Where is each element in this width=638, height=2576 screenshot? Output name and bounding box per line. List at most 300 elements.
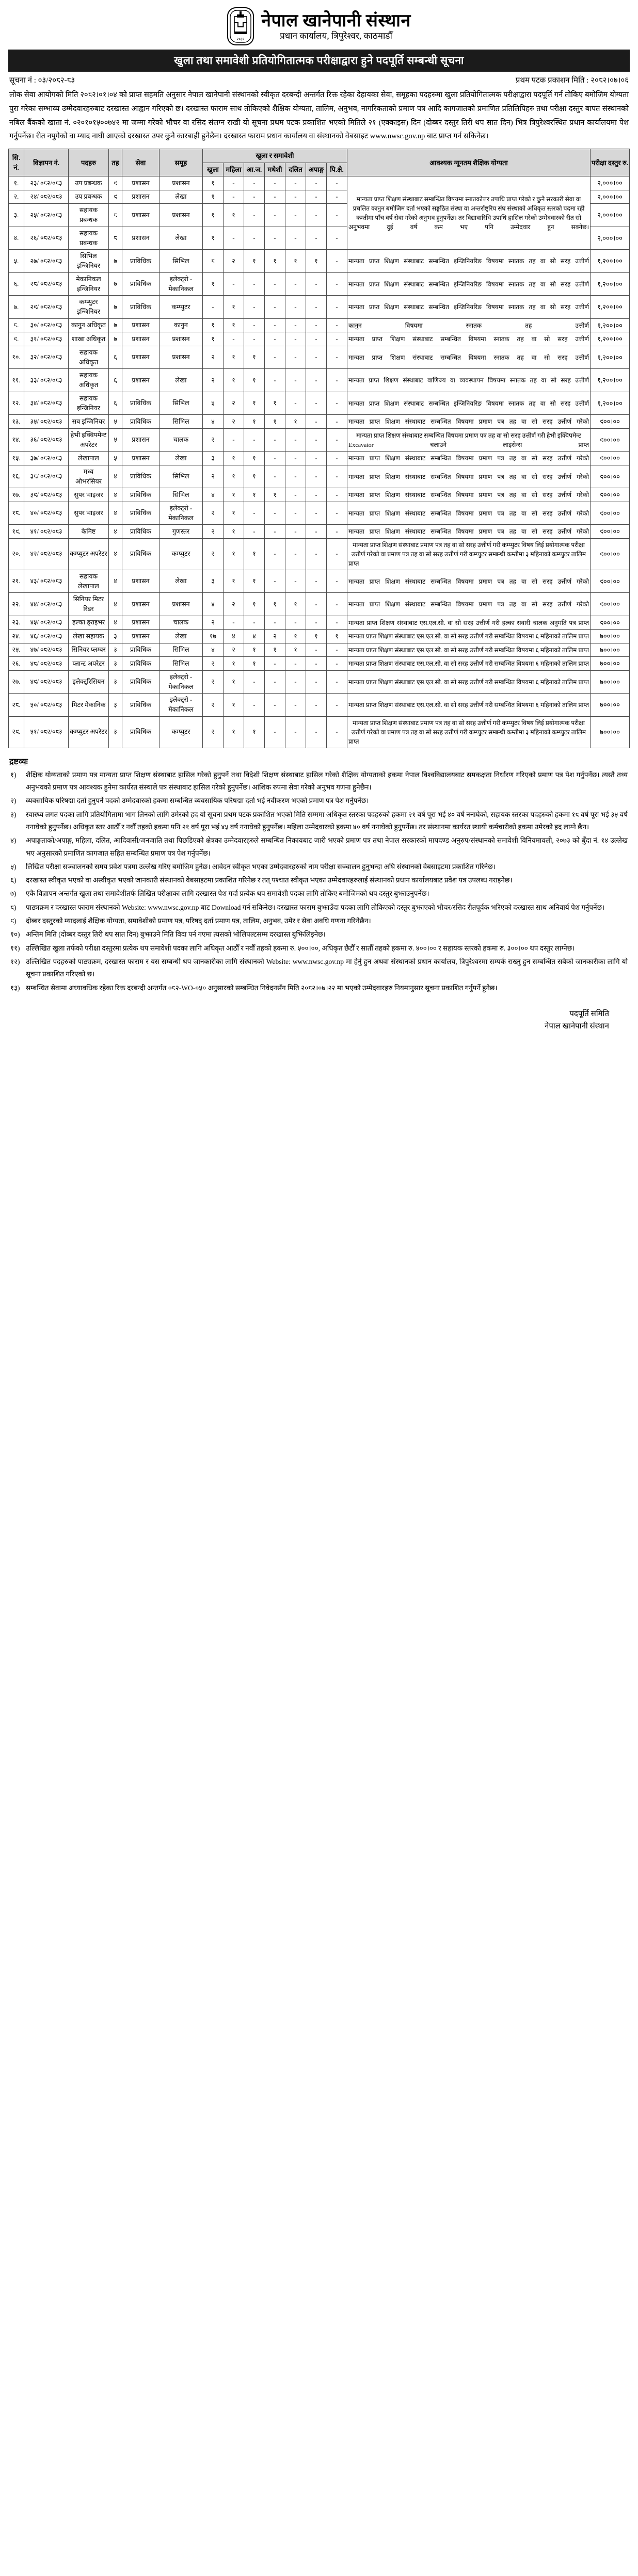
cell-pichhe: - [327, 716, 347, 748]
cell-qualification: मान्यता प्राप्त शिक्षण संस्थाबाट एस.एल.सी. वा सो सरह उत्तीर्ण गरी सम्बन्धित विषयमा ६ महिनाको तालिम प्राप्त [347, 630, 591, 643]
th-apanga: अपाङ्ग [306, 163, 327, 176]
cell-female: १ [224, 716, 244, 748]
cell-qualification: मान्यता प्राप्त शिक्षण संस्थाबाट सम्बन्धित विषयमा स्नातक तह वा सो सरह उत्तीर्ण [347, 332, 591, 346]
table-row [9, 643, 630, 657]
cell-qualification: मान्यता प्राप्त शिक्षण संस्थाबाट सम्बन्धित विषयमा प्रमाण पत्र तह वा सो सरह उत्तीर्ण गरेको [347, 570, 591, 593]
note-number: ५) [10, 862, 17, 871]
cell-madhesi: - [265, 452, 285, 465]
cell-female: २ [224, 593, 244, 616]
cell-ad-no: ३२/ ०८२/०८३ [24, 346, 69, 369]
cell-aaja: - [244, 204, 265, 227]
table-row [9, 657, 630, 671]
cell-post: सहायक इन्जिनियर [69, 392, 109, 415]
cell-madhesi: - [265, 657, 285, 671]
cell-apanga: - [306, 392, 327, 415]
cell-fee: ९००।०० [591, 452, 630, 465]
cell-serial: २७. [9, 670, 24, 694]
cell-group: प्रशासन [160, 332, 203, 346]
cell-pichhe: - [327, 570, 347, 593]
note-number: ८) [10, 903, 17, 911]
cell-pichhe: - [327, 657, 347, 671]
cell-pichhe: - [327, 452, 347, 465]
cell-qualification: मान्यता प्राप्त शिक्षण संस्थाबाट सम्बन्धित इन्जिनियरिङ विषयमा स्नातक तह वा सो सरह उत्तीर्ण [347, 272, 591, 296]
cell-ad-no: ३४/ ०८२/०८३ [24, 392, 69, 415]
cell-madhesi: - [265, 204, 285, 227]
cell-post: हल्का ड्राइभर [69, 616, 109, 630]
cell-group: प्रशासन [160, 593, 203, 616]
table-row [9, 630, 630, 643]
cell-dalit: - [285, 272, 306, 296]
table-row [9, 392, 630, 415]
cell-female: २ [224, 250, 244, 273]
cell-open: २ [203, 465, 224, 488]
cell-pichhe: - [327, 643, 347, 657]
cell-fee: ७००।०० [591, 643, 630, 657]
cell-apanga: - [306, 502, 327, 525]
cell-apanga: - [306, 227, 327, 250]
th-madhesi: मधेशी [265, 163, 285, 176]
cell-service: प्राविधिक [122, 502, 160, 525]
cell-serial: २२. [9, 593, 24, 616]
cell-post: लेखापाल [69, 452, 109, 465]
notice-number [9, 75, 75, 85]
cell-ad-no: ३६/ ०८२/०८३ [24, 428, 69, 452]
cell-pichhe: - [327, 670, 347, 694]
cell-dalit: - [285, 428, 306, 452]
cell-dalit: - [285, 190, 306, 204]
cell-madhesi: - [265, 332, 285, 346]
cell-dalit: - [285, 465, 306, 488]
cell-level: ४ [109, 488, 122, 502]
cell-open: १ [203, 204, 224, 227]
cell-apanga: - [306, 593, 327, 616]
cell-dalit: - [285, 525, 306, 539]
cell-serial: ३. [9, 204, 24, 227]
cell-level: ३ [109, 670, 122, 694]
th-qualification: आवश्यक न्यूनतम शैक्षिक योग्यता [347, 149, 591, 176]
cell-level: ३ [109, 657, 122, 671]
cell-female: १ [224, 525, 244, 539]
cell-level: ४ [109, 616, 122, 630]
cell-aaja: १ [244, 657, 265, 671]
cell-group: लेखा [160, 227, 203, 250]
cell-madhesi: - [265, 570, 285, 593]
note-item [10, 982, 628, 994]
cell-pichhe: - [327, 415, 347, 429]
cell-ad-no: ५१/ ०८२/०८३ [24, 716, 69, 748]
cell-serial: २५. [9, 643, 24, 657]
cell-ad-no: ४१/ ०८२/०८३ [24, 525, 69, 539]
cell-pichhe: - [327, 694, 347, 717]
note-item [10, 809, 628, 834]
cell-pichhe: १ [327, 630, 347, 643]
th-pichhe: पि.क्षे. [327, 163, 347, 176]
cell-dalit: - [285, 502, 306, 525]
cell-dalit: - [285, 670, 306, 694]
table-row [9, 452, 630, 465]
cell-apanga: - [306, 346, 327, 369]
cell-group: सिभिल [160, 392, 203, 415]
cell-post: कम्प्युटर अपरेटर [69, 716, 109, 748]
cell-service: प्रशासन [122, 332, 160, 346]
cell-post: शाखा अधिकृत [69, 332, 109, 346]
vacancy-table-body [9, 176, 630, 748]
cell-pichhe: - [327, 616, 347, 630]
notice-number-value: ०३/२०८२-८३ [38, 76, 75, 85]
cell-aaja: १ [244, 415, 265, 429]
publication-date-label: प्रथम पटक प्रकाशन मिति : [515, 76, 589, 85]
note-text: सम्बन्धित सेवामा अध्यावधिक रहेका रिक्त दरबन्दी अन्तर्गत ०८२-WO-०५० अनुसारको सम्बन्धित निवेदनसँग मिति २०८२।०७।२२ मा भएको उम्मेदवारहरु नियमानुसार सूचना प्रकाशित गर्नुपर्ने हुनेछ। [26, 984, 498, 992]
cell-dalit: - [285, 488, 306, 502]
cell-female: १ [224, 670, 244, 694]
cell-serial: २६. [9, 657, 24, 671]
cell-ad-no: ३९/ ०८२/०८३ [24, 488, 69, 502]
cell-open: २ [203, 716, 224, 748]
cell-madhesi: - [265, 272, 285, 296]
cell-dalit: - [285, 452, 306, 465]
intro-paragraph: लोक सेवा आयोगको मिति २०८२।०१।०४ को प्राप्त सहमति अनुसार नेपाल खानेपानी संस्थानको स्वीकृत दरबन्दी अन्तर्गत रिक्त रहेका देहायका सेवा, समूहका पदहरुमा खुला प्रतियोगितात्मक परीक्षाद्वारा पदपूर्ति गर्न तोकिए बमोजिम योग्यता पुरा गरेका सम्भाव्य उम्मेदवारहरुबाट दरखास्त आह्वान गरिएको छ। दरखास्त फाराम साथ तोकिएको शैक्षिक योग्यता, तालिम, अनुभव, नागरिकताको प्रमाण पत्र आदि कागजातको प्रमाणित प्रतिलिपिहरु तथा परीक्षा दस्तुर बापत संस्थानको नबिल बैंकको खाता नं. ०२०१०१५००७४२ मा जम्मा गरेको भौचर वा रसिद संलग्न राखी यो सूचना प्रथम पटक प्रकाशित भएको मितिले २१ (एक्काइस) दिन (दोब्बर दस्तुर तिरी थप सात दिन) भित्र त्रिपुरेश्वरस्थित प्रधान कार्यालयमा पेश गर्नुपर्नेछ। रीत नपुगेको वा म्याद नाघी आएको दरखास्त उपर कुनै कारबाही हुनेछैन। दरखास्त फाराम प्रधान कार्यालय वा संस्थानको वेबसाइट www.nwsc.gov.np बाट प्राप्त गर्न सकिनेछ। [9, 91, 629, 141]
cell-pichhe: - [327, 332, 347, 346]
cell-fee: १,२००।०० [591, 318, 630, 332]
cell-post: सहायक प्रबन्धक [69, 204, 109, 227]
cell-dalit: - [285, 332, 306, 346]
cell-group: सिभिल [160, 657, 203, 671]
cell-post: सिनियर प्लम्बर [69, 643, 109, 657]
cell-aaja: १ [244, 593, 265, 616]
cell-fee: ७००।०० [591, 670, 630, 694]
cell-level: ६ [109, 392, 122, 415]
cell-apanga: - [306, 369, 327, 392]
note-item [10, 915, 628, 927]
cell-serial: ४. [9, 227, 24, 250]
cell-female: ४ [224, 630, 244, 643]
cell-aaja: - [244, 227, 265, 250]
cell-madhesi: १ [265, 488, 285, 502]
cell-post: उप प्रबन्धक [69, 190, 109, 204]
cell-fee: ७००।०० [591, 694, 630, 717]
cell-qualification: मान्यता प्राप्त शिक्षण संस्थाबाट सम्बन्धित इन्जिनियरिङ विषयमा स्नातक तह वा सो सरह उत्तीर्ण [347, 250, 591, 273]
signature-organization: नेपाल खानेपानी संस्थान [545, 1022, 609, 1031]
cell-open: ४ [203, 593, 224, 616]
cell-serial: ६. [9, 272, 24, 296]
notice-banner-title: खुला तथा समावेशी प्रतियोगितात्मक परीक्षाद्वारा हुने पदपूर्ति सम्बन्धी सूचना [8, 50, 630, 72]
note-text: उल्लिखित खुला तर्फको परीक्षा दस्तुरमा प्रत्येक थप समावेशी पदका लागि अधिकृत आठौँ र नवौँ तहको हकमा रु. ५००।००, अधिकृत छैटौँ र सातौँ तहको हकमा रु. ४००।०० र सहायक स्तरको हकमा रु. ३००।०० थप दस्तुर लाग्नेछ। [26, 944, 575, 952]
cell-apanga: - [306, 525, 327, 539]
cell-group: लेखा [160, 452, 203, 465]
cell-pichhe: - [327, 488, 347, 502]
cell-ad-no: ३८/ ०८२/०८३ [24, 465, 69, 488]
cell-service: प्राविधिक [122, 296, 160, 319]
cell-level: ४ [109, 525, 122, 539]
cell-pichhe: - [327, 227, 347, 250]
cell-group: प्रशासन [160, 204, 203, 227]
note-number: १३) [10, 984, 20, 992]
table-row [9, 332, 630, 346]
cell-ad-no: २३/ ०८२/०८३ [24, 176, 69, 190]
cell-ad-no: ४७/ ०८२/०८३ [24, 643, 69, 657]
cell-service: प्रशासन [122, 630, 160, 643]
cell-apanga: - [306, 428, 327, 452]
cell-post: सिनियर मिटर रिडर [69, 593, 109, 616]
cell-ad-no: २४/ ०८२/०८३ [24, 190, 69, 204]
note-text: लिखित परीक्षा सञ्चालनको समय प्रवेश पत्रमा उल्लेख गरिए बमोजिम हुनेछ। आवेदन स्वीकृत भएका उम्मेदवारहरुको नाम परीक्षा सञ्चालन हुनुभन्दा अघि संस्थानको वेबसाइटमा प्रकाशित गरिनेछ। [26, 862, 496, 871]
cell-dalit: - [285, 616, 306, 630]
cell-fee: ९००।०० [591, 616, 630, 630]
cell-aaja: - [244, 332, 265, 346]
cell-pichhe: - [327, 593, 347, 616]
cell-open: ५ [203, 392, 224, 415]
cell-aaja: १ [244, 452, 265, 465]
cell-level: ३ [109, 716, 122, 748]
cell-group: सिभिल [160, 465, 203, 488]
cell-level: ४ [109, 593, 122, 616]
cell-open: १ [203, 227, 224, 250]
cell-female: १ [224, 465, 244, 488]
cell-ad-no: २९/ ०८२/०८३ [24, 296, 69, 319]
th-inclusive-group: खुला र समावेशी [203, 149, 347, 163]
cell-qualification: मान्यता प्राप्त शिक्षण संस्थाबाट सम्बन्धित विषयमा प्रमाण पत्र तह वा सो सरह उत्तीर्ण गरेको [347, 465, 591, 488]
th-post: पदहरु [69, 149, 109, 176]
cell-fee: ९००।०० [591, 525, 630, 539]
cell-pichhe: - [327, 502, 347, 525]
cell-serial: २. [9, 190, 24, 204]
cell-post: सहायक प्रबन्धक [69, 227, 109, 250]
cell-dalit: - [285, 716, 306, 748]
note-text: स्वास्थ्य लगत पदका लागि प्रतियोगितामा भाग लिनको लागि उमेरको हद यो सूचना प्रथम पटक प्रकाशित भएको मिति सम्ममा अधिकृत स्तरका पदहरुको हकमा २१ वर्ष पूरा भई ४० वर्ष ननाघेको, सहायक स्तरका पदहरुको हकमा १८ वर्ष पूरा भई ३५ वर्ष ननाघेको हुनुपर्नेछ। अधिकृत स्तर आठौँ र नवौँ तहको हकमा पनि २१ वर्ष पूरा भई ४५ वर्ष ननाघेको हुनुपर्नेछ। महिला उम्मेदवारको हकमा ४० वर्ष ननाघेको हुनुपर्नेछ। तर संस्थानमा कार्यरत स्थायी कर्मचारीको हकमा उमेरको हद लाग्ने छैन। [26, 810, 628, 831]
cell-level: ३ [109, 630, 122, 643]
cell-service: प्रशासन [122, 428, 160, 452]
cell-level: ८ [109, 227, 122, 250]
cell-dalit: - [285, 296, 306, 319]
cell-open: २ [203, 346, 224, 369]
cell-ad-no: ४०/ ०८२/०८३ [24, 502, 69, 525]
cell-dalit: - [285, 694, 306, 717]
cell-female: १ [224, 657, 244, 671]
cell-pichhe: - [327, 369, 347, 392]
cell-service: प्रशासन [122, 346, 160, 369]
cell-open: २ [203, 428, 224, 452]
cell-qualification: मान्यता प्राप्त शिक्षण संस्थाबाट सम्बन्धित विषयमा प्रमाण पत्र तह वा सो सरह उत्तीर्ण गरेको [347, 488, 591, 502]
cell-madhesi: - [265, 190, 285, 204]
cell-ad-no: २६/ ०८२/०८३ [24, 227, 69, 250]
note-number: ९) [10, 917, 17, 925]
note-item [10, 956, 628, 981]
cell-dalit: १ [285, 593, 306, 616]
cell-open: १ [203, 272, 224, 296]
cell-post: सुपर भाइजर [69, 488, 109, 502]
cell-ad-no: ४२/ ०८२/०८३ [24, 538, 69, 570]
cell-madhesi: - [265, 318, 285, 332]
cell-group: कम्प्युटर [160, 716, 203, 748]
cell-madhesi: - [265, 176, 285, 190]
note-text: दोब्बर दस्तुरको म्यादलाई शैक्षिक योग्यता, समावेशीको प्रमाण पत्र, परिषद् दर्ता प्रमाण पत्र, तालिम, अनुभव, उमेर र सेवा अवधि गणना गरिनेछैन। [26, 917, 371, 925]
cell-apanga: - [306, 465, 327, 488]
cell-female: - [224, 272, 244, 296]
cell-female: - [224, 176, 244, 190]
cell-post: लेखा सहायक [69, 630, 109, 643]
note-text: दरखास्त स्वीकृत भएको वा अस्वीकृत भएको जानकारी संस्थानको वेबसाइटमा प्रकाशित गरिनेछ र तत् पश्चात स्वीकृत भएका उम्मेदवारहरुलाई संस्थानको प्रधान कार्यालयबाट प्रवेश पत्र उपलब्ध गराइनेछ। [26, 876, 513, 884]
cell-fee: ९००।०० [591, 593, 630, 616]
notes-title: द्रष्टव्यः [9, 757, 28, 766]
cell-qualification: मान्यता प्राप्त शिक्षण संस्थाबाट एस.एल.सी. वा सो सरह उत्तीर्ण गरी हल्का सवारी चालक अनुमति पत्र प्राप्त [347, 616, 591, 630]
cell-serial: १४. [9, 428, 24, 452]
cell-post: कानुन अधिकृत [69, 318, 109, 332]
cell-level: ७ [109, 272, 122, 296]
cell-female: १ [224, 570, 244, 593]
cell-apanga: - [306, 670, 327, 694]
cell-pichhe: - [327, 204, 347, 227]
cell-aaja: १ [244, 346, 265, 369]
cell-madhesi: - [265, 716, 285, 748]
note-number: १) [10, 770, 17, 779]
cell-ad-no: ४४/ ०८२/०८३ [24, 593, 69, 616]
cell-group: चालक [160, 616, 203, 630]
cell-service: प्रशासन [122, 204, 160, 227]
organization-emblem-icon [227, 7, 254, 45]
cell-service: प्राविधिक [122, 488, 160, 502]
cell-pichhe: - [327, 190, 347, 204]
cell-dalit: - [285, 346, 306, 369]
cell-dalit: - [285, 538, 306, 570]
cell-madhesi: - [265, 538, 285, 570]
th-dalit: दलित [285, 163, 306, 176]
organization-name: नेपाल खानेपानी संस्थान [261, 11, 411, 30]
cell-aaja: - [244, 318, 265, 332]
cell-level: ७ [109, 332, 122, 346]
cell-serial: ५. [9, 250, 24, 273]
cell-apanga: - [306, 415, 327, 429]
cell-service: प्राविधिक [122, 415, 160, 429]
cell-qualification: मान्यता प्राप्त शिक्षण संस्थाबाट प्रमाण पत्र तह वा सो सरह उत्तीर्ण गरी कम्प्युटर विषय लिई प्रयोगात्मक परीक्षा उत्तीर्ण गरेको वा प्रमाण पत्र तह वा सो सरह उत्तीर्ण गरी कम्प्युटर सम्बन्धी कम्तीमा ३ महिनाको कम्प्युटर तालिम प्राप्त [347, 538, 591, 570]
cell-qualification: मान्यता प्राप्त शिक्षण संस्थाबाट एस.एल.सी. वा सो सरह उत्तीर्ण गरी सम्बन्धित विषयमा ६ महिनाको तालिम प्राप्त [347, 694, 591, 717]
cell-serial: १७. [9, 488, 24, 502]
cell-group: सिभिल [160, 488, 203, 502]
cell-apanga: - [306, 318, 327, 332]
cell-apanga: - [306, 488, 327, 502]
table-row [9, 716, 630, 748]
cell-level: ५ [109, 428, 122, 452]
cell-apanga: १ [306, 630, 327, 643]
th-fee: परीक्षा दस्तुर रु. [591, 149, 630, 176]
cell-open: ३ [203, 570, 224, 593]
cell-service: प्राविधिक [122, 250, 160, 273]
note-item [10, 769, 628, 794]
cell-madhesi: - [265, 502, 285, 525]
cell-female: - [224, 428, 244, 452]
note-text: अपाङ्गताको/अपाङ्ग, महिला, दलित, आदिवासी/जनजाति तथा पिछडिएको क्षेत्रका उम्मेदवारहरुले सम्बन्धित निकायबाट जारी भएको प्रमाण पत्र तथा नेपाल सरकारको मापदण्ड अनुरुप/संस्थानको समावेशी विनियमावली, २०७३ को बुँदा नं. १४ उल्लेख भए अनुसारको प्रमाणित कागजात सहित सम्बन्धित प्रमाण पत्र पेश गर्नुपर्नेछ। [26, 836, 628, 857]
cell-service: प्रशासन [122, 369, 160, 392]
cell-aaja: १ [244, 538, 265, 570]
cell-madhesi: - [265, 296, 285, 319]
cell-ad-no: ४५/ ०८२/०८३ [24, 616, 69, 630]
note-item [10, 795, 628, 807]
note-item [10, 888, 628, 900]
cell-madhesi: - [265, 465, 285, 488]
cell-apanga: - [306, 296, 327, 319]
cell-fee: १,२००।०० [591, 392, 630, 415]
cell-level: ४ [109, 570, 122, 593]
organization-address: प्रधान कार्यालय, त्रिपुरेश्वर, काठमाडौँ [280, 31, 392, 41]
cell-apanga: - [306, 694, 327, 717]
cell-service: प्रशासन [122, 227, 160, 250]
cell-female: १ [224, 346, 244, 369]
note-text: उल्लिखित पदहरुको पाठ्यक्रम, दरखास्त फाराम र यस सम्बन्धी थप जानकारीका लागि संस्थानको Website: www.nwsc.gov.np मा हेर्नु हुन अथवा संस्थानको प्रधान कार्यालय, त्रिपुरेश्वरमा सम्पर्क राख्नु हुन सम्बन्धित सबैको जानकारीका लागि यो सूचना प्रकाशित गरिएको छ। [26, 957, 628, 978]
cell-post: इलेक्ट्रिसियन [69, 670, 109, 694]
cell-madhesi: - [265, 670, 285, 694]
cell-pichhe: - [327, 428, 347, 452]
cell-madhesi: - [265, 525, 285, 539]
cell-aaja: १ [244, 716, 265, 748]
note-number: २) [10, 797, 17, 805]
th-group: समूह [160, 149, 203, 176]
note-number: १०) [10, 930, 20, 939]
cell-aaja: - [244, 190, 265, 204]
cell-level: ३ [109, 643, 122, 657]
note-item [10, 928, 628, 941]
cell-serial: १५. [9, 452, 24, 465]
cell-service: प्राविधिक [122, 525, 160, 539]
organization-title-block [261, 12, 411, 41]
vacancy-table-head [9, 149, 630, 176]
cell-female: २ [224, 392, 244, 415]
cell-qualification: मान्यता प्राप्त शिक्षण संस्थाबाट सम्बन्धित विषयमा प्रमाण पत्र तह वा सो सरह उत्तीर्ण गरेको [347, 525, 591, 539]
cell-apanga: - [306, 616, 327, 630]
cell-group: लेखा [160, 190, 203, 204]
cell-fee: १,२००।०० [591, 332, 630, 346]
th-level: तह [109, 149, 122, 176]
cell-aaja: १ [244, 643, 265, 657]
th-open: खुला [203, 163, 224, 176]
signature-block [8, 1008, 630, 1033]
cell-open: २ [203, 657, 224, 671]
cell-post: सब इन्जिनियर [69, 415, 109, 429]
cell-qualification: कानुन विषयमा स्नातक तह उत्तीर्ण [347, 318, 591, 332]
cell-dalit: - [285, 176, 306, 190]
cell-madhesi: - [265, 227, 285, 250]
cell-open: ४ [203, 643, 224, 657]
table-row [9, 346, 630, 369]
cell-serial: ८. [9, 318, 24, 332]
table-row [9, 593, 630, 616]
cell-group: लेखा [160, 630, 203, 643]
cell-fee: ९००।०० [591, 428, 630, 452]
th-service: सेवा [122, 149, 160, 176]
cell-pichhe: - [327, 296, 347, 319]
cell-fee: २,०००।०० [591, 190, 630, 204]
cell-group: इलेक्ट्रो - मेकानिकल [160, 670, 203, 694]
cell-level: ७ [109, 296, 122, 319]
cell-dalit: - [285, 369, 306, 392]
cell-aaja: - [244, 670, 265, 694]
cell-serial: १९. [9, 525, 24, 539]
cell-service: प्राविधिक [122, 272, 160, 296]
cell-ad-no: ३३/ ०८२/०८३ [24, 369, 69, 392]
cell-post: प्लान्ट अपरेटर [69, 657, 109, 671]
cell-open: १ [203, 190, 224, 204]
cell-group: प्रशासन [160, 176, 203, 190]
cell-ad-no: २७/ ०८२/०८३ [24, 250, 69, 273]
cell-level: ९ [109, 190, 122, 204]
cell-ad-no: ५०/ ०८२/०८३ [24, 694, 69, 717]
cell-pichhe: - [327, 538, 347, 570]
cell-aaja: १ [244, 488, 265, 502]
table-row [9, 296, 630, 319]
cell-level: ९ [109, 176, 122, 190]
cell-ad-no: ४९/ ०८२/०८३ [24, 670, 69, 694]
cell-female: १ [224, 204, 244, 227]
cell-apanga: - [306, 570, 327, 593]
cell-qualification: मान्यता प्राप्त शिक्षण संस्थाबाट सम्बन्धित विषयमा स्नातकोत्तर उपाधि प्राप्त गरेको र कुनै सरकारी सेवा वा प्रचलित कानुन बमोजिम दर्ता भएको सङ्गठित संस्था वा अन्तर्राष्ट्रिय संघ संस्थाको अधिकृत स्तरको पदमा रही कम्तीमा पाँच वर्ष सेवा गरेको अनुभव हुनुपर्नेछ। तर विद्यावारिधि उपाधि हासिल गरेको उम्मेदवारको रीत सो अनुभवमा दुई वर्ष कम भए पनि उम्मेदवार हुन सक्नेछ। [347, 176, 591, 250]
